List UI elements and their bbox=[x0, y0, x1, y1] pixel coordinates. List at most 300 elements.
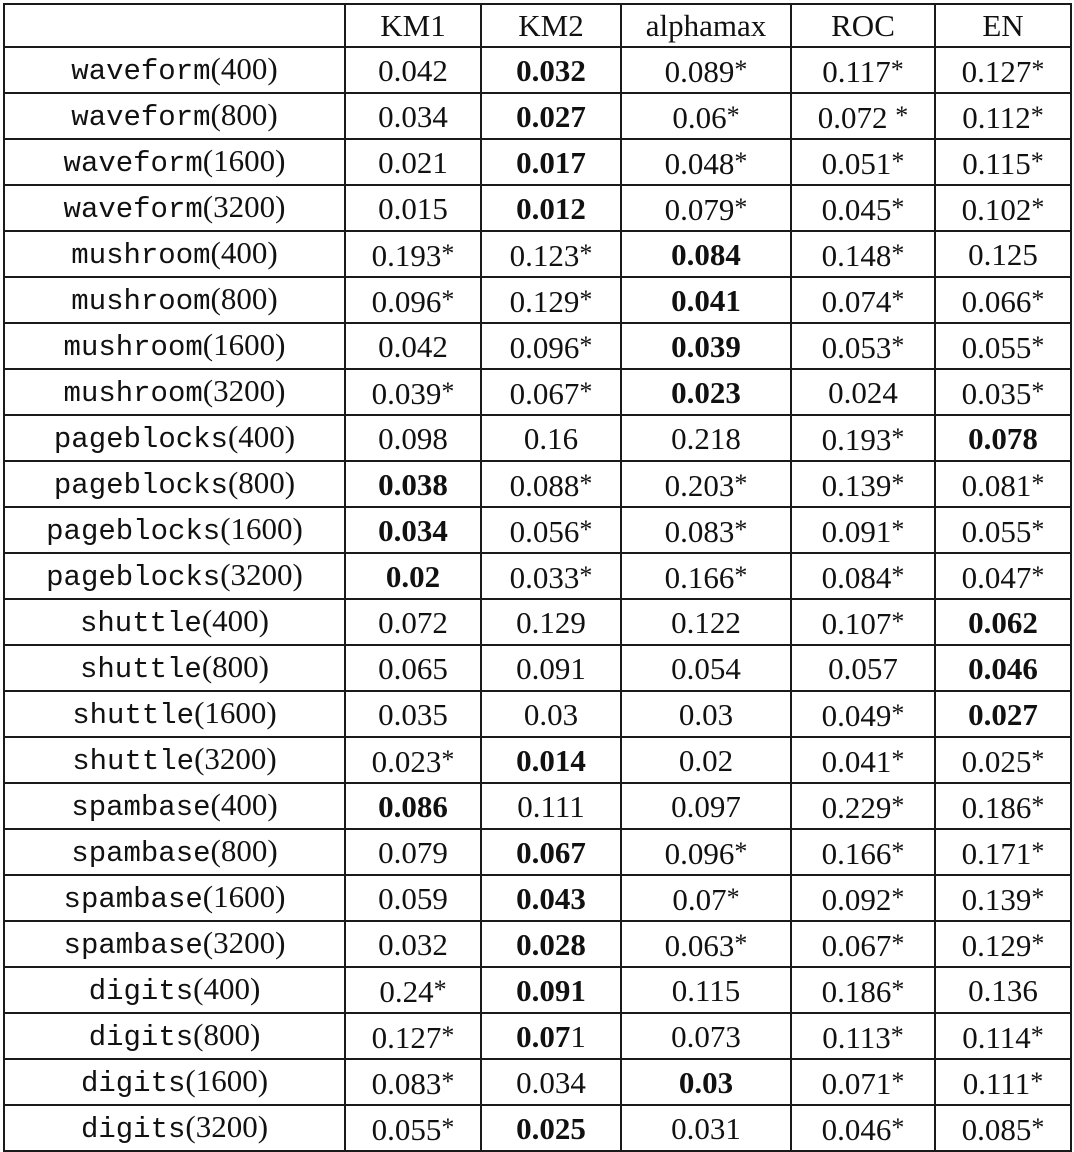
value-cell-en bbox=[935, 691, 1071, 737]
sample-size: (800) bbox=[210, 281, 278, 316]
value-cell-km1 bbox=[345, 415, 481, 461]
best-value: 0.025 bbox=[516, 1110, 586, 1146]
dataset-label-cell bbox=[4, 277, 345, 323]
best-value: 0.028 bbox=[516, 926, 586, 962]
sample-size: (3200) bbox=[220, 557, 303, 592]
value-cell-roc bbox=[791, 599, 935, 645]
significance-marker: * bbox=[734, 836, 748, 866]
significance-marker: * bbox=[891, 284, 905, 314]
value: 0.114 bbox=[962, 1019, 1031, 1055]
value: 0.06 bbox=[672, 99, 727, 135]
value-cell-alphamax bbox=[621, 875, 791, 921]
value: 0.085 bbox=[961, 1111, 1032, 1147]
best-value: 0.039 bbox=[671, 328, 741, 364]
value-cell-alphamax bbox=[621, 369, 791, 415]
table-row bbox=[4, 231, 1071, 277]
value: 0.081 bbox=[961, 467, 1032, 503]
table-row bbox=[4, 553, 1071, 599]
sample-size: (400) bbox=[210, 787, 278, 822]
value-cell-km1 bbox=[345, 921, 481, 967]
value-cell-alphamax bbox=[621, 921, 791, 967]
sample-size: (800) bbox=[227, 465, 296, 500]
value-cell-km1 bbox=[345, 737, 481, 783]
table-row bbox=[4, 507, 1071, 553]
best-value: 0.046 bbox=[968, 650, 1038, 686]
best-value: 0.043 bbox=[516, 880, 586, 916]
sample-size: (1600) bbox=[202, 327, 286, 362]
significance-marker: * bbox=[891, 1112, 905, 1142]
value: 0.067 bbox=[509, 375, 580, 411]
value-cell-km1 bbox=[345, 875, 481, 921]
value: 0.111 bbox=[517, 788, 585, 824]
best-value: 0.084 bbox=[671, 236, 741, 272]
dataset-label-cell bbox=[4, 415, 345, 461]
significance-marker: * bbox=[1031, 1112, 1045, 1142]
value: 0.129 bbox=[516, 604, 586, 640]
value-cell-km2 bbox=[481, 47, 621, 93]
dataset-name: mushroom bbox=[71, 285, 211, 318]
significance-marker: * bbox=[1031, 54, 1045, 84]
value: 0.229 bbox=[821, 789, 892, 825]
value-cell-km1 bbox=[345, 369, 481, 415]
significance-marker: * bbox=[1030, 146, 1044, 176]
best-value: 0.032 bbox=[516, 52, 586, 88]
table-row bbox=[4, 47, 1071, 93]
sample-size: (3200) bbox=[202, 925, 286, 960]
significance-marker: * bbox=[891, 790, 905, 820]
significance-marker: * bbox=[734, 146, 748, 176]
value-cell-en bbox=[935, 783, 1071, 829]
value: 0.025 bbox=[961, 743, 1032, 779]
value-cell-km2 bbox=[481, 875, 621, 921]
value-cell-alphamax bbox=[621, 277, 791, 323]
significance-marker: * bbox=[1031, 790, 1045, 820]
value-cell-en bbox=[935, 139, 1071, 185]
table-row bbox=[4, 875, 1071, 921]
value-cell-roc bbox=[791, 369, 935, 415]
value-cell-km1 bbox=[345, 829, 481, 875]
value-cell-km1 bbox=[345, 231, 481, 277]
value-cell-km2 bbox=[481, 1105, 621, 1151]
value: 0.098 bbox=[378, 420, 448, 456]
value: 0.111 bbox=[962, 1065, 1031, 1101]
dataset-label-cell bbox=[4, 323, 345, 369]
significance-marker: * bbox=[441, 376, 455, 406]
value-cell-alphamax bbox=[621, 645, 791, 691]
value-cell-km1 bbox=[345, 967, 481, 1013]
value: 0.073 bbox=[671, 1018, 741, 1054]
value: 0.049 bbox=[821, 697, 892, 733]
value: 0.16 bbox=[523, 420, 579, 456]
value: 0.035 bbox=[378, 696, 448, 732]
value: 0.046 bbox=[821, 1111, 892, 1147]
value-cell-alphamax bbox=[621, 507, 791, 553]
column-header-roc: ROC bbox=[791, 4, 935, 47]
significance-marker: * bbox=[1030, 1020, 1044, 1050]
value: 0.171 bbox=[961, 835, 1032, 871]
significance-marker: * bbox=[1031, 928, 1045, 958]
value-cell-km2 bbox=[481, 93, 621, 139]
value: 0.136 bbox=[968, 972, 1038, 1008]
table-row bbox=[4, 185, 1071, 231]
sample-size: (400) bbox=[227, 419, 296, 454]
value-cell-en bbox=[935, 507, 1071, 553]
dataset-name: waveform bbox=[63, 147, 203, 180]
value-cell-km2 bbox=[481, 829, 621, 875]
value-cell-en bbox=[935, 231, 1071, 277]
dataset-name: pageblocks bbox=[53, 423, 228, 456]
value: 0.079 bbox=[378, 834, 448, 870]
table-row bbox=[4, 93, 1071, 139]
value-cell-alphamax bbox=[621, 185, 791, 231]
significance-marker: * bbox=[726, 100, 740, 130]
dataset-name: spambase bbox=[63, 929, 203, 962]
value-cell-en bbox=[935, 553, 1071, 599]
column-header-km1: KM1 bbox=[345, 4, 481, 47]
dataset-label-cell bbox=[4, 93, 345, 139]
significance-marker: * bbox=[441, 284, 455, 314]
value-cell-km2 bbox=[481, 415, 621, 461]
sample-size: (3200) bbox=[185, 1109, 269, 1144]
value: 0.03 bbox=[523, 696, 579, 732]
significance-marker: * bbox=[579, 284, 593, 314]
value-cell-en bbox=[935, 921, 1071, 967]
dataset-label-cell bbox=[4, 645, 345, 691]
header-row bbox=[4, 4, 1071, 47]
significance-marker: * bbox=[891, 146, 905, 176]
column-header-dataset bbox=[4, 4, 345, 47]
dataset-label-cell bbox=[4, 47, 345, 93]
value: 0.092 bbox=[821, 881, 892, 917]
dataset-name: shuttle bbox=[80, 607, 202, 640]
value-cell-en bbox=[935, 461, 1071, 507]
value-cell-roc bbox=[791, 93, 935, 139]
value-cell-alphamax bbox=[621, 231, 791, 277]
significance-marker: * bbox=[579, 560, 593, 590]
value-cell-km2 bbox=[481, 783, 621, 829]
dataset-name: waveform bbox=[71, 101, 211, 134]
value-cell-km2 bbox=[481, 967, 621, 1013]
value: 0.042 bbox=[378, 328, 448, 364]
value: 0.115 bbox=[962, 145, 1031, 181]
value-cell-alphamax bbox=[621, 829, 791, 875]
dataset-name: mushroom bbox=[63, 377, 203, 410]
dataset-name: digits bbox=[80, 1067, 186, 1100]
value-cell-en bbox=[935, 93, 1071, 139]
value: 0.056 bbox=[509, 513, 580, 549]
value-cell-alphamax bbox=[621, 691, 791, 737]
significance-marker: * bbox=[579, 514, 593, 544]
table-row bbox=[4, 783, 1071, 829]
value-cell-roc bbox=[791, 323, 935, 369]
table-row bbox=[4, 921, 1071, 967]
value-cell-km1 bbox=[345, 47, 481, 93]
value-cell-km2 bbox=[481, 553, 621, 599]
significance-marker: * bbox=[891, 422, 905, 452]
table-row bbox=[4, 829, 1071, 875]
significance-marker: * bbox=[891, 330, 905, 360]
value-cell-km1 bbox=[345, 185, 481, 231]
dataset-name: pageblocks bbox=[46, 515, 221, 548]
significance-marker: * bbox=[441, 1112, 455, 1142]
best-value: 0.062 bbox=[968, 604, 1038, 640]
value-cell-km1 bbox=[345, 323, 481, 369]
best-value: 0.041 bbox=[671, 282, 741, 318]
value-cell-en bbox=[935, 829, 1071, 875]
value: 0.023 bbox=[371, 743, 442, 779]
value: 0.129 bbox=[509, 283, 580, 319]
value-cell-km1 bbox=[345, 1105, 481, 1151]
value-cell-roc bbox=[791, 691, 935, 737]
value: 0.041 bbox=[821, 743, 892, 779]
significance-marker: * bbox=[891, 882, 905, 912]
dataset-name: digits bbox=[88, 1021, 194, 1054]
value-cell-km2 bbox=[481, 507, 621, 553]
significance-marker: * bbox=[1031, 514, 1045, 544]
value: 0.096 bbox=[509, 329, 580, 365]
value-tail: 1 bbox=[570, 1018, 586, 1054]
value-cell-roc bbox=[791, 967, 935, 1013]
value: 0.039 bbox=[371, 375, 442, 411]
table-row bbox=[4, 323, 1071, 369]
significance-marker: * bbox=[1031, 376, 1045, 406]
significance-marker: * bbox=[1031, 330, 1045, 360]
dataset-name: spambase bbox=[63, 883, 203, 916]
value-cell-km1 bbox=[345, 507, 481, 553]
dataset-label-cell bbox=[4, 1013, 345, 1059]
significance-marker: * bbox=[1031, 882, 1045, 912]
column-header-km2: KM2 bbox=[481, 4, 621, 47]
value: 0.057 bbox=[828, 650, 898, 686]
value-cell-en bbox=[935, 737, 1071, 783]
value-cell-en bbox=[935, 415, 1071, 461]
value-cell-roc bbox=[791, 185, 935, 231]
value: 0.021 bbox=[378, 144, 448, 180]
value: 0.042 bbox=[378, 52, 448, 88]
value-cell-km2 bbox=[481, 231, 621, 277]
dataset-label-cell bbox=[4, 231, 345, 277]
value: 0.107 bbox=[821, 605, 892, 641]
dataset-name: shuttle bbox=[72, 699, 195, 732]
value: 0.083 bbox=[664, 513, 735, 549]
value-cell-km2 bbox=[481, 599, 621, 645]
best-value: 0.023 bbox=[671, 374, 741, 410]
value: 0.051 bbox=[821, 145, 892, 181]
value: 0.127 bbox=[371, 1019, 442, 1055]
sample-size: (800) bbox=[201, 649, 269, 684]
value: 0.186 bbox=[961, 789, 1032, 825]
significance-marker: * bbox=[891, 974, 905, 1004]
dataset-label-cell bbox=[4, 369, 345, 415]
sample-size: (1600) bbox=[202, 879, 286, 914]
value-cell-alphamax bbox=[621, 47, 791, 93]
value: 0.065 bbox=[378, 650, 448, 686]
dataset-name: mushroom bbox=[63, 331, 203, 364]
significance-marker: * bbox=[891, 698, 905, 728]
significance-marker: * bbox=[1030, 100, 1044, 130]
best-value: 0.027 bbox=[968, 696, 1038, 732]
best-value: 0.067 bbox=[516, 834, 586, 870]
value-cell-roc bbox=[791, 829, 935, 875]
value-cell-km2 bbox=[481, 921, 621, 967]
value-cell-km1 bbox=[345, 691, 481, 737]
value: 0.203 bbox=[664, 467, 735, 503]
value: 0.166 bbox=[821, 835, 892, 871]
table-body bbox=[4, 47, 1071, 1151]
sample-size: (1600) bbox=[185, 1063, 269, 1098]
value: 0.139 bbox=[821, 467, 892, 503]
value-cell-en bbox=[935, 1105, 1071, 1151]
value-cell-en bbox=[935, 185, 1071, 231]
value: 0.102 bbox=[961, 191, 1032, 227]
value-cell-km1 bbox=[345, 645, 481, 691]
value-cell-km2 bbox=[481, 461, 621, 507]
significance-marker: * bbox=[579, 330, 593, 360]
dataset-label-cell bbox=[4, 691, 345, 737]
value-cell-km1 bbox=[345, 277, 481, 323]
sample-size: (800) bbox=[210, 833, 278, 868]
value: 0.097 bbox=[671, 788, 741, 824]
significance-marker: * bbox=[890, 54, 904, 84]
value-cell-en bbox=[935, 1059, 1071, 1105]
value-cell-alphamax bbox=[621, 1013, 791, 1059]
dataset-name: shuttle bbox=[72, 745, 195, 778]
value: 0.015 bbox=[378, 190, 448, 226]
value-cell-roc bbox=[791, 875, 935, 921]
value-cell-km2 bbox=[481, 185, 621, 231]
value: 0.045 bbox=[821, 191, 892, 227]
significance-marker: * bbox=[895, 100, 909, 130]
best-value: 0.027 bbox=[516, 98, 586, 134]
significance-marker: * bbox=[891, 836, 905, 866]
value-cell-roc bbox=[791, 1059, 935, 1105]
value: 0.031 bbox=[671, 1110, 741, 1146]
value-cell-roc bbox=[791, 461, 935, 507]
significance-marker: * bbox=[734, 514, 748, 544]
dataset-name: mushroom bbox=[71, 239, 211, 272]
value: 0.063 bbox=[664, 927, 735, 963]
value: 0.07 bbox=[672, 881, 727, 917]
significance-marker: * bbox=[1031, 468, 1045, 498]
value: 0.02 bbox=[678, 742, 734, 778]
significance-marker: * bbox=[1031, 284, 1045, 314]
value-cell-alphamax bbox=[621, 599, 791, 645]
significance-marker: * bbox=[891, 1066, 905, 1096]
dataset-label-cell bbox=[4, 1059, 345, 1105]
dataset-label-cell bbox=[4, 507, 345, 553]
dataset-name: spambase bbox=[71, 791, 211, 824]
best-value: 0.07 bbox=[516, 1018, 571, 1054]
value-cell-km2 bbox=[481, 1013, 621, 1059]
value-cell-alphamax bbox=[621, 1105, 791, 1151]
best-value: 0.012 bbox=[516, 190, 586, 226]
value: 0.096 bbox=[664, 835, 735, 871]
dataset-label-cell bbox=[4, 967, 345, 1013]
significance-marker: * bbox=[1031, 744, 1045, 774]
value: 0.084 bbox=[821, 559, 892, 595]
value: 0.112 bbox=[962, 99, 1031, 135]
value: 0.048 bbox=[664, 145, 735, 181]
value: 0.123 bbox=[509, 237, 580, 273]
best-value: 0.03 bbox=[678, 1064, 734, 1100]
value-cell-roc bbox=[791, 277, 935, 323]
table-row bbox=[4, 415, 1071, 461]
dataset-label-cell bbox=[4, 553, 345, 599]
value: 0.066 bbox=[961, 283, 1032, 319]
value-cell-roc bbox=[791, 231, 935, 277]
sample-size: (800) bbox=[210, 97, 278, 132]
value: 0.079 bbox=[664, 191, 735, 227]
value: 0.218 bbox=[671, 420, 741, 456]
best-value: 0.034 bbox=[378, 512, 448, 548]
significance-marker: * bbox=[891, 192, 905, 222]
best-value: 0.091 bbox=[516, 972, 586, 1008]
significance-marker: * bbox=[890, 1020, 904, 1050]
value: 0.055 bbox=[961, 513, 1032, 549]
significance-marker: * bbox=[441, 1020, 455, 1050]
table-row bbox=[4, 277, 1071, 323]
significance-marker: * bbox=[891, 468, 905, 498]
value-cell-roc bbox=[791, 737, 935, 783]
value: 0.054 bbox=[671, 650, 741, 686]
value: 0.055 bbox=[371, 1111, 442, 1147]
value: 0.139 bbox=[961, 881, 1032, 917]
value: 0.193 bbox=[821, 421, 892, 457]
value: 0.071 bbox=[821, 1065, 892, 1101]
value-cell-alphamax bbox=[621, 553, 791, 599]
table-row bbox=[4, 139, 1071, 185]
value-cell-en bbox=[935, 323, 1071, 369]
value: 0.117 bbox=[822, 53, 891, 89]
value: 0.088 bbox=[509, 467, 580, 503]
dataset-label-cell bbox=[4, 875, 345, 921]
value: 0.03 bbox=[678, 696, 734, 732]
value-cell-km1 bbox=[345, 93, 481, 139]
significance-marker: * bbox=[734, 560, 748, 590]
table-row bbox=[4, 369, 1071, 415]
value-cell-roc bbox=[791, 47, 935, 93]
significance-marker: * bbox=[891, 560, 905, 590]
dataset-label-cell bbox=[4, 599, 345, 645]
significance-marker: * bbox=[1031, 560, 1045, 590]
value-cell-km1 bbox=[345, 461, 481, 507]
value-cell-alphamax bbox=[621, 783, 791, 829]
dataset-name: shuttle bbox=[80, 653, 202, 686]
value-cell-en bbox=[935, 599, 1071, 645]
sample-size: (3200) bbox=[202, 373, 286, 408]
dataset-label-cell bbox=[4, 921, 345, 967]
significance-marker: * bbox=[441, 238, 455, 268]
value-cell-km1 bbox=[345, 553, 481, 599]
significance-marker: * bbox=[433, 974, 447, 1004]
sample-size: (1600) bbox=[194, 695, 277, 730]
value-cell-roc bbox=[791, 783, 935, 829]
value-cell-alphamax bbox=[621, 139, 791, 185]
value-cell-km1 bbox=[345, 599, 481, 645]
value-cell-km1 bbox=[345, 783, 481, 829]
value: 0.127 bbox=[961, 53, 1032, 89]
sample-size: (400) bbox=[210, 235, 278, 270]
significance-marker: * bbox=[441, 1066, 455, 1096]
significance-marker: * bbox=[726, 882, 740, 912]
value-cell-alphamax bbox=[621, 1059, 791, 1105]
value-cell-roc bbox=[791, 139, 935, 185]
significance-marker: * bbox=[734, 192, 748, 222]
best-value: 0.017 bbox=[516, 144, 586, 180]
dataset-label-cell bbox=[4, 829, 345, 875]
value: 0.024 bbox=[828, 374, 898, 410]
value-cell-km1 bbox=[345, 139, 481, 185]
